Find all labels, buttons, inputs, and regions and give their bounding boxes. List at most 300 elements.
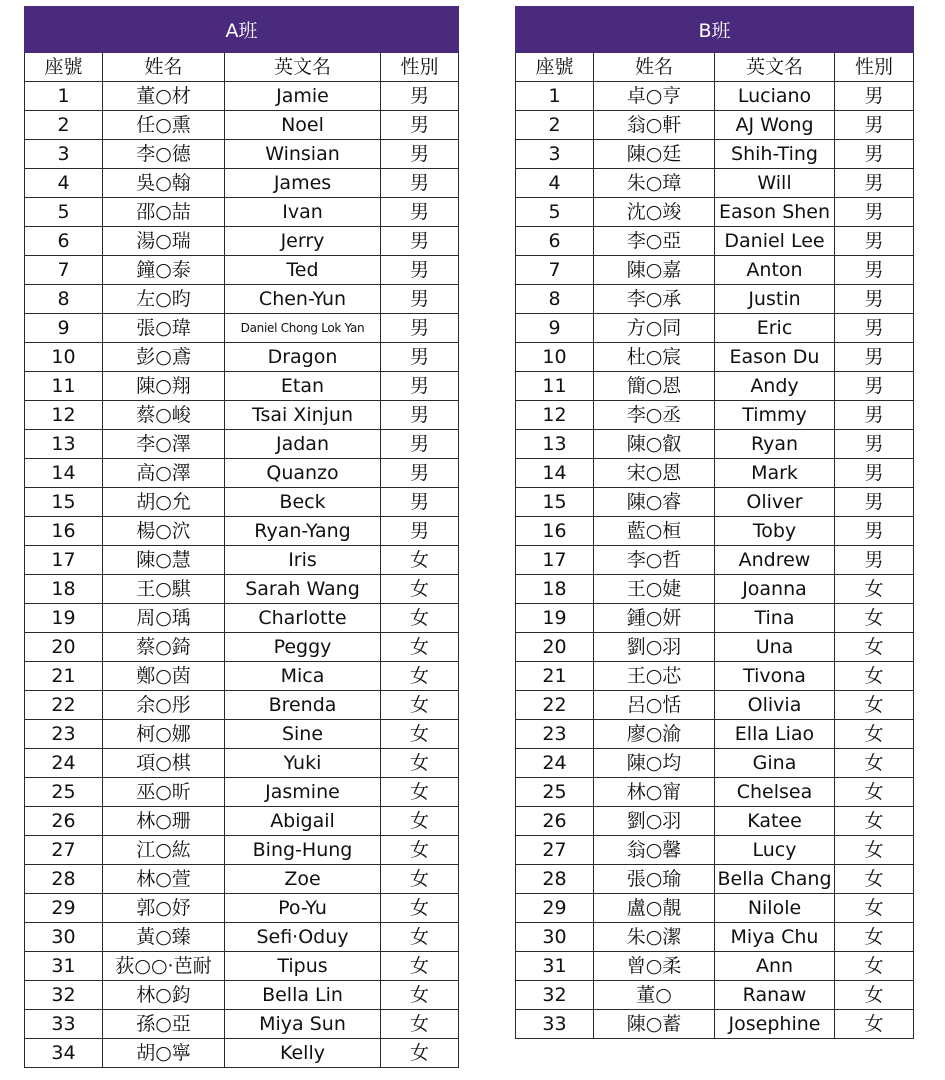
student-name-cell: 卓○亨 [594,82,715,111]
seat-number-cell: 34 [25,1039,103,1068]
student-name-cell: 鐘○泰 [103,256,225,285]
table-row [25,749,459,778]
table-row [25,633,459,662]
table-row [516,778,914,807]
english-name-cell: Josephine [715,1010,835,1039]
student-name-cell: 陳○慧 [103,546,225,575]
gender-cell: 男 [381,111,459,140]
english-name-cell: Toby [715,517,835,546]
english-name-cell: Chen-Yun [225,285,381,314]
english-name-cell: Gina [715,749,835,778]
english-name-cell: Ranaw [715,981,835,1010]
seat-number-cell: 9 [516,314,594,343]
student-name-cell: 董○ [594,981,715,1010]
gender-cell: 男 [835,227,914,256]
gender-cell: 女 [381,749,459,778]
gender-header: 性別 [835,53,914,82]
english-name-cell: Eric [715,314,835,343]
table-row [25,604,459,633]
english-name-cell: Luciano [715,82,835,111]
table-row [25,1010,459,1039]
student-name-cell: 盧○靚 [594,894,715,923]
student-name-cell: 方○同 [594,314,715,343]
gender-cell: 女 [381,1039,459,1068]
seat-number-cell: 1 [516,82,594,111]
student-name-cell: 蔡○錡 [103,633,225,662]
seat-number-cell: 31 [516,952,594,981]
english-name-cell: Ivan [225,198,381,227]
gender-cell: 女 [381,662,459,691]
student-name-cell: 李○丞 [594,401,715,430]
english-name-cell: Tina [715,604,835,633]
gender-cell: 女 [835,894,914,923]
student-name-cell: 任○熏 [103,111,225,140]
gender-cell: 男 [835,343,914,372]
table-row [516,894,914,923]
seat-number-cell: 32 [25,981,103,1010]
seat-number-cell: 13 [516,430,594,459]
seat-number-header: 座號 [25,53,103,82]
table-row [516,488,914,517]
english-name-cell: Justin [715,285,835,314]
table-row [25,459,459,488]
seat-number-cell: 20 [25,633,103,662]
student-name-cell: 彭○鳶 [103,343,225,372]
seat-number-cell: 17 [25,546,103,575]
student-name-cell: 劉○羽 [594,633,715,662]
english-name-cell: Tsai Xinjun [225,401,381,430]
student-name-cell: 湯○瑞 [103,227,225,256]
student-name-cell: 翁○軒 [594,111,715,140]
gender-cell: 女 [381,778,459,807]
student-name-cell: 杜○宸 [594,343,715,372]
table-row [25,227,459,256]
gender-cell: 女 [381,894,459,923]
seat-number-cell: 29 [25,894,103,923]
seat-number-cell: 32 [516,981,594,1010]
table-row [25,517,459,546]
seat-number-cell: 8 [516,285,594,314]
gender-cell: 男 [835,82,914,111]
table-row [516,430,914,459]
gender-cell: 女 [835,807,914,836]
english-name-cell: Chelsea [715,778,835,807]
student-name-cell: 巫○昕 [103,778,225,807]
seat-number-cell: 14 [516,459,594,488]
seat-number-cell: 28 [25,865,103,894]
seat-number-cell: 24 [516,749,594,778]
gender-cell: 女 [835,749,914,778]
english-name-cell: Andrew [715,546,835,575]
english-name-cell: Abigail [225,807,381,836]
english-name-cell: Lucy [715,836,835,865]
english-name-cell: Ryan-Yang [225,517,381,546]
gender-cell: 女 [381,807,459,836]
seat-number-cell: 17 [516,546,594,575]
english-name-cell: Bella Chang [715,865,835,894]
table-row [25,488,459,517]
student-name-cell: 孫○亞 [103,1010,225,1039]
student-name-cell: 陳○均 [594,749,715,778]
table-row [25,691,459,720]
gender-header: 性別 [381,53,459,82]
gender-cell: 女 [835,575,914,604]
table-row [516,633,914,662]
english-name-cell: Andy [715,372,835,401]
english-name-cell: Miya Chu [715,923,835,952]
english-name-cell: Ella Liao [715,720,835,749]
english-name-cell: James [225,169,381,198]
gender-cell: 男 [381,169,459,198]
student-name-cell: 宋○恩 [594,459,715,488]
table-row [516,343,914,372]
gender-cell: 女 [381,691,459,720]
table-row [516,1010,914,1039]
table-row [516,865,914,894]
english-name-cell: Charlotte [225,604,381,633]
seat-number-cell: 1 [25,82,103,111]
gender-cell: 男 [835,459,914,488]
gender-cell: 男 [835,111,914,140]
student-name-cell: 項○棋 [103,749,225,778]
table-row [516,227,914,256]
english-name-cell: Daniel Chong Lok Yan [225,314,381,343]
table-row [25,430,459,459]
seat-number-cell: 7 [516,256,594,285]
student-name-cell: 董○材 [103,82,225,111]
seat-number-cell: 30 [516,923,594,952]
student-name-cell: 蔡○峻 [103,401,225,430]
seat-number-cell: 25 [516,778,594,807]
seat-number-cell: 8 [25,285,103,314]
gender-cell: 女 [835,720,914,749]
english-name-cell: Yuki [225,749,381,778]
student-name-cell: 余○彤 [103,691,225,720]
seat-number-cell: 6 [25,227,103,256]
class-a-rows [25,82,459,1068]
student-name-cell: 簡○恩 [594,372,715,401]
english-name-cell: Etan [225,372,381,401]
english-name-cell: Nilole [715,894,835,923]
table-row [516,836,914,865]
table-row [516,372,914,401]
table-row [25,314,459,343]
seat-number-cell: 27 [25,836,103,865]
english-name-cell: Iris [225,546,381,575]
seat-number-cell: 33 [25,1010,103,1039]
seat-number-cell: 15 [516,488,594,517]
gender-cell: 男 [835,372,914,401]
student-name-cell: 江○紘 [103,836,225,865]
gender-cell: 男 [381,140,459,169]
table-row [516,662,914,691]
seat-number-cell: 27 [516,836,594,865]
student-name-cell: 左○昀 [103,285,225,314]
class-b-rows [516,82,914,1039]
student-name-cell: 張○瑋 [103,314,225,343]
gender-cell: 女 [381,981,459,1010]
table-row [25,546,459,575]
gender-cell: 女 [381,720,459,749]
seat-number-cell: 26 [25,807,103,836]
seat-number-cell: 12 [516,401,594,430]
english-name-cell: Timmy [715,401,835,430]
seat-number-cell: 14 [25,459,103,488]
gender-cell: 女 [835,923,914,952]
student-name-cell: 吳○翰 [103,169,225,198]
student-name-cell: 鄭○茵 [103,662,225,691]
english-name-cell: Anton [715,256,835,285]
gender-cell: 女 [835,691,914,720]
seat-number-cell: 16 [25,517,103,546]
student-name-cell: 黃○臻 [103,923,225,952]
seat-number-cell: 2 [25,111,103,140]
english-name-cell: Brenda [225,691,381,720]
table-row [516,749,914,778]
class-b-roster-table [515,6,914,1039]
english-name-cell: AJ Wong [715,111,835,140]
student-name-cell: 林○萱 [103,865,225,894]
table-row [25,894,459,923]
gender-cell: 男 [381,517,459,546]
student-name-cell: 沈○竣 [594,198,715,227]
gender-cell: 女 [835,662,914,691]
english-name-cell: Peggy [225,633,381,662]
english-name-cell: Bella Lin [225,981,381,1010]
table-row [25,807,459,836]
seat-number-cell: 22 [516,691,594,720]
student-name-cell: 劉○羽 [594,807,715,836]
student-name-cell: 李○亞 [594,227,715,256]
gender-cell: 男 [381,314,459,343]
class-b-title: B班 [516,7,914,53]
english-name-cell: Beck [225,488,381,517]
gender-cell: 女 [835,952,914,981]
seat-number-cell: 22 [25,691,103,720]
table-row [25,401,459,430]
gender-cell: 女 [381,836,459,865]
gender-cell: 男 [381,343,459,372]
table-row [25,720,459,749]
student-name-cell: 朱○璋 [594,169,715,198]
table-row [516,807,914,836]
gender-cell: 男 [381,285,459,314]
seat-number-cell: 16 [516,517,594,546]
table-row [516,169,914,198]
seat-number-cell: 28 [516,865,594,894]
seat-number-cell: 12 [25,401,103,430]
student-name-cell: 陳○嘉 [594,256,715,285]
gender-cell: 女 [835,633,914,662]
table-row [516,82,914,111]
english-name-cell: Eason Du [715,343,835,372]
table-row [25,952,459,981]
english-name-cell: Mica [225,662,381,691]
student-name-cell: 王○騏 [103,575,225,604]
gender-cell: 女 [381,865,459,894]
gender-cell: 男 [835,169,914,198]
gender-cell: 女 [381,575,459,604]
seat-number-cell: 23 [25,720,103,749]
table-row [516,401,914,430]
english-name-cell: Dragon [225,343,381,372]
seat-number-cell: 31 [25,952,103,981]
student-name-cell: 王○芯 [594,662,715,691]
seat-number-cell: 20 [516,633,594,662]
table-row [25,111,459,140]
table-row [516,923,914,952]
english-name-cell: Olivia [715,691,835,720]
student-name-cell: 翁○馨 [594,836,715,865]
gender-cell: 男 [381,401,459,430]
table-row [25,82,459,111]
seat-number-cell: 21 [25,662,103,691]
english-name-cell: Shih-Ting [715,140,835,169]
gender-cell: 男 [835,198,914,227]
english-name-cell: Tipus [225,952,381,981]
name-header: 姓名 [103,53,225,82]
table-row [25,981,459,1010]
table-row [25,836,459,865]
seat-number-cell: 15 [25,488,103,517]
table-row [516,720,914,749]
student-name-cell: 朱○潔 [594,923,715,952]
english-name-cell: Ted [225,256,381,285]
gender-cell: 男 [381,256,459,285]
seat-number-cell: 29 [516,894,594,923]
table-row [25,575,459,604]
student-name-cell: 鍾○妍 [594,604,715,633]
student-name-cell: 林○鈞 [103,981,225,1010]
english-name-cell: Daniel Lee [715,227,835,256]
table-row [516,314,914,343]
table-row [25,372,459,401]
student-name-cell: 李○澤 [103,430,225,459]
gender-cell: 女 [381,1010,459,1039]
seat-number-cell: 11 [25,372,103,401]
gender-cell: 男 [835,314,914,343]
table-row [25,285,459,314]
seat-number-cell: 5 [25,198,103,227]
english-name-cell: Bing-Hung [225,836,381,865]
english-name-cell: Mark [715,459,835,488]
gender-cell: 男 [381,372,459,401]
student-name-cell: 周○瑀 [103,604,225,633]
english-name-cell: Sine [225,720,381,749]
table-row [25,865,459,894]
table-row [516,575,914,604]
gender-cell: 女 [835,778,914,807]
english-name-cell: Zoe [225,865,381,894]
gender-cell: 女 [835,981,914,1010]
table-row [516,604,914,633]
gender-cell: 女 [381,633,459,662]
seat-number-cell: 18 [516,575,594,604]
student-name-cell: 胡○允 [103,488,225,517]
seat-number-cell: 24 [25,749,103,778]
seat-number-cell: 18 [25,575,103,604]
seat-number-cell: 2 [516,111,594,140]
gender-cell: 男 [381,82,459,111]
english-name-cell: Ann [715,952,835,981]
table-row [516,546,914,575]
english-name-cell: Tivona [715,662,835,691]
english-name-cell: Winsian [225,140,381,169]
table-row [25,662,459,691]
english-name-cell: Quanzo [225,459,381,488]
english-name-cell: Una [715,633,835,662]
english-name-cell: Jasmine [225,778,381,807]
name-header: 姓名 [594,53,715,82]
seat-number-cell: 9 [25,314,103,343]
gender-cell: 女 [381,952,459,981]
gender-cell: 男 [835,256,914,285]
english-name-cell: Jadan [225,430,381,459]
student-name-cell: 王○婕 [594,575,715,604]
table-row [516,981,914,1010]
student-name-cell: 李○德 [103,140,225,169]
student-name-cell: 柯○娜 [103,720,225,749]
seat-number-cell: 33 [516,1010,594,1039]
seat-number-cell: 13 [25,430,103,459]
class-a-title: A班 [25,7,459,53]
table-row [516,952,914,981]
student-name-cell: 林○珊 [103,807,225,836]
table-row [516,517,914,546]
seat-number-cell: 3 [516,140,594,169]
table-row [25,198,459,227]
gender-cell: 男 [835,285,914,314]
student-name-cell: 張○瑜 [594,865,715,894]
gender-cell: 男 [381,459,459,488]
student-name-cell: 李○承 [594,285,715,314]
seat-number-cell: 19 [25,604,103,633]
table-row [25,923,459,952]
gender-cell: 男 [835,488,914,517]
student-name-cell: 林○甯 [594,778,715,807]
seat-number-cell: 7 [25,256,103,285]
english-name-cell: Oliver [715,488,835,517]
gender-cell: 男 [835,140,914,169]
gender-cell: 男 [835,401,914,430]
student-name-cell: 胡○寧 [103,1039,225,1068]
table-row [516,198,914,227]
student-name-cell: 李○哲 [594,546,715,575]
table-row [516,285,914,314]
gender-cell: 女 [835,865,914,894]
student-name-cell: 陳○蓄 [594,1010,715,1039]
student-name-cell: 邵○喆 [103,198,225,227]
english-name-cell: Eason Shen [715,198,835,227]
table-row [25,1039,459,1068]
student-name-cell: 曾○柔 [594,952,715,981]
seat-number-cell: 30 [25,923,103,952]
class-a-roster-table [24,6,459,1068]
table-row [516,459,914,488]
seat-number-cell: 19 [516,604,594,633]
student-name-cell: 楊○泬 [103,517,225,546]
seat-number-cell: 3 [25,140,103,169]
table-row [25,343,459,372]
gender-cell: 女 [835,604,914,633]
gender-cell: 男 [381,227,459,256]
student-name-cell: 陳○叡 [594,430,715,459]
seat-number-cell: 11 [516,372,594,401]
english-name-cell: Joanna [715,575,835,604]
seat-number-cell: 25 [25,778,103,807]
table-row [516,691,914,720]
table-row [25,140,459,169]
